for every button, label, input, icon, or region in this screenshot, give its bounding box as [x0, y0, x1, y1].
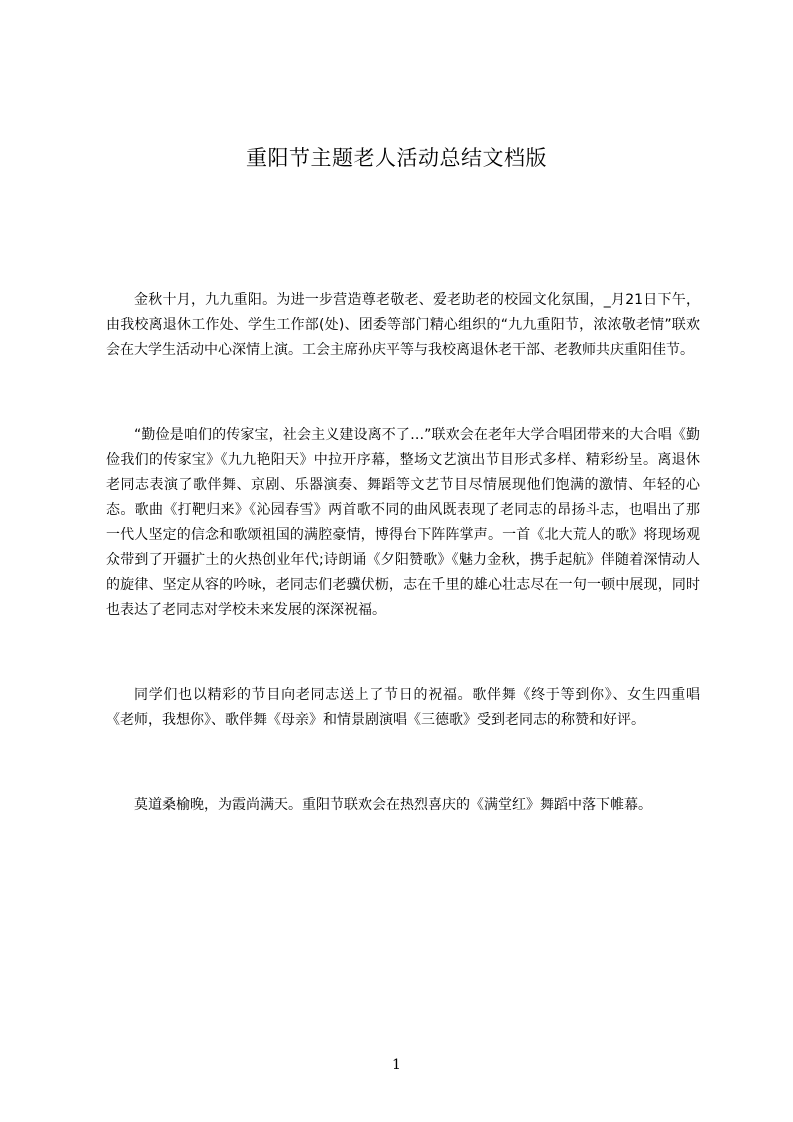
- paragraph-students: 同学们也以精彩的节目向老同志送上了节日的祝福。歌伴舞《终于等到你》、女生四重唱《老师，我想你》、歌伴舞《母亲》和情景剧演唱《三德歌》受到老同志的称赞和好评。: [106, 687, 700, 728]
- paragraph-performances: “勤俭是咱们的传家宝，社会主义建设离不了…”联欢会在老年大学合唱团带来的大合唱《勤俭我们的传家宝》《九九艳阳天》中拉开序幕，整场文艺演出节目形式多样、精彩纷呈。离退休老同志表演了歌伴舞、京剧、乐器演奏、舞蹈等文艺节目尽情展现他们饱满的激情、年轻的心态。歌曲《打靶归来》《沁园春雪》两首歌不同的曲风既表现了老同志的昂扬斗志，也唱出了那一代人坚定的信念和歌颂祖国的满腔豪情，博得台下阵阵掌声。一首《北大荒人的歌》将现场观众带到了开疆扩土的火热创业年代;诗朗诵《夕阳赞歌》《魅力金秋，携手起航》伴随着深情动人的旋律、坚定从容的吟咏，老同志们老骥伏枥，志在千里的雄心壮志尽在一句一顿中展现，同时也表达了老同志对学校未来发展的深深祝福。: [106, 427, 700, 618]
- document-title: 重阳节主题老人活动总结文档版: [246, 146, 547, 170]
- page-number: 1: [392, 1057, 401, 1073]
- paragraph-intro: 金秋十月，九九重阳。为进一步营造尊老敬老、爱老助老的校园文化氛围，_月21日下午，由我校离退休工作处、学生工作部(处)、团委等部门精心组织的“九九重阳节，浓浓敬老情”联欢会在大学生活动中心深情上演。工会主席孙庆平等与我校离退休老干部、老教师共庆重阳佳节。: [106, 292, 700, 358]
- paragraph-closing: 莫道桑榆晚，为霞尚满天。重阳节联欢会在热烈喜庆的《满堂红》舞蹈中落下帷幕。: [134, 797, 652, 813]
